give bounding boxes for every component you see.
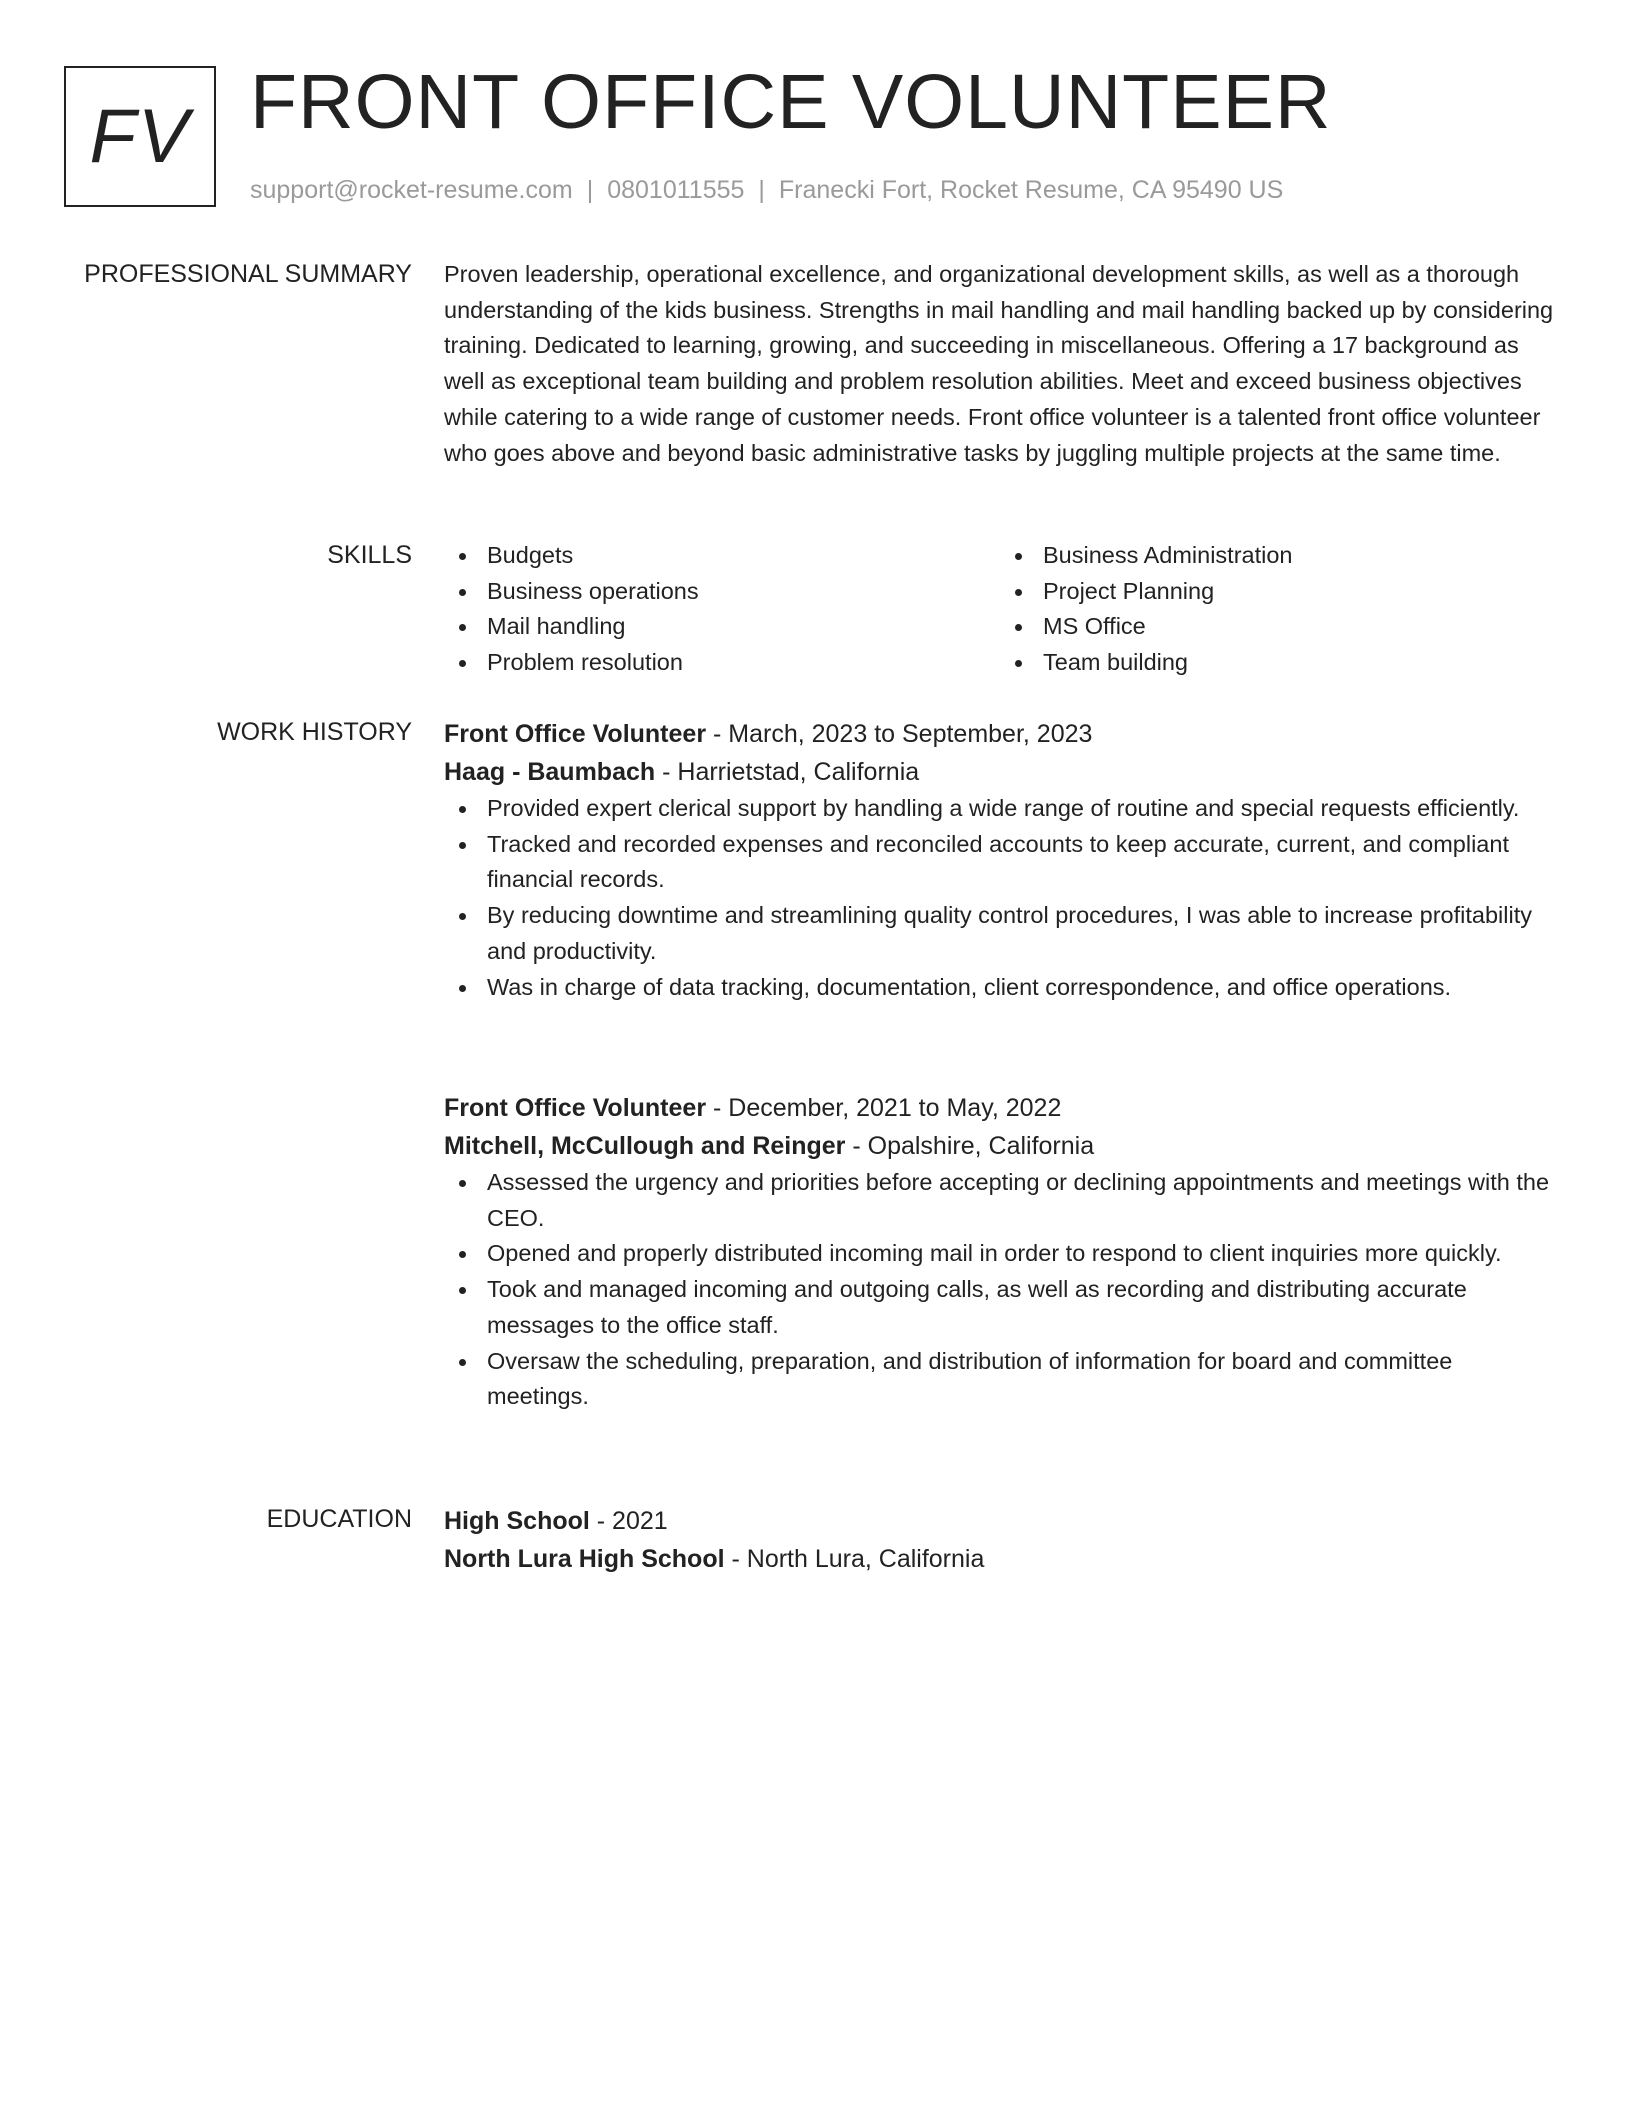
job-location: - Opalshire, California	[845, 1132, 1095, 1160]
work-history-body-2	[444, 1089, 1556, 1415]
summary-text: Proven leadership, operational excellence, and organizational development skills, as well as a thorough understanding of the kids business. Strengths in mail handling and mail handling backed up by considering training. Dedicated to learning, growing, and succeeding in miscellaneous. Offering a 17 background as well as exceptional team building and problem resolution abilities. Meet and exceed business objectives while catering to a wide range of customer needs. Front office volunteer is a talented front office volunteer who goes above and beyond basic administrative tasks by juggling multiple projects at the same time.	[444, 261, 1554, 466]
job-dates: - December, 2021 to May, 2022	[706, 1094, 1062, 1122]
job-bullet: Provided expert clerical support by handling a wide range of routine and special requests efficiently.	[444, 791, 1556, 827]
job-entry	[444, 715, 1556, 1005]
summary-heading: PROFESSIONAL SUMMARY	[84, 260, 412, 288]
skill-item: Problem resolution	[487, 645, 1000, 681]
job-company: Mitchell, McCullough and Reinger	[444, 1132, 846, 1160]
education-location: - North Lura, California	[724, 1545, 985, 1573]
job-company-line	[444, 1127, 1556, 1165]
job-bullet: By reducing downtime and streamlining quality control procedures, I was able to increase profitability and productivity.	[444, 898, 1556, 969]
skill-item: Business Administration	[1043, 538, 1556, 574]
education-body	[444, 1502, 1556, 1578]
skill-item: Project Planning	[1043, 574, 1556, 610]
summary-body	[444, 257, 1556, 471]
job-bullet: Assessed the urgency and priorities before accepting or declining appointments and meetings with the CEO.	[444, 1165, 1556, 1236]
contact-email: support@rocket-resume.com	[250, 176, 573, 204]
skill-item: Business operations	[487, 574, 1000, 610]
education-degree: High School	[444, 1507, 590, 1535]
job-location: - Harrietstad, California	[655, 758, 920, 786]
skill-item: Team building	[1043, 645, 1556, 681]
job-company: Haag - Baumbach	[444, 758, 656, 786]
work-history-heading: WORK HISTORY	[217, 718, 412, 746]
education-year: - 2021	[589, 1507, 668, 1535]
job-bullet: Took and managed incoming and outgoing calls, as well as recording and distributing accurate messages to the office staff.	[444, 1272, 1556, 1343]
monogram-initials: FV	[64, 66, 216, 207]
skill-item: MS Office	[1043, 609, 1556, 645]
skill-item: Mail handling	[487, 609, 1000, 645]
job-company-line	[444, 753, 1556, 791]
contact-address: Franecki Fort, Rocket Resume, CA 95490 US	[778, 176, 1284, 204]
skill-item: Budgets	[487, 538, 1000, 574]
job-bullet: Oversaw the scheduling, preparation, and distribution of information for board and committee meetings.	[444, 1344, 1556, 1415]
job-bullet: Tracked and recorded expenses and reconciled accounts to keep accurate, current, and compliant financial records.	[444, 827, 1556, 898]
job-title-line	[444, 715, 1556, 753]
skills-grid	[444, 538, 1556, 681]
contact-phone: 0801011555	[607, 176, 745, 204]
job-bullets	[444, 1165, 1556, 1415]
job-bullets	[444, 791, 1556, 1005]
skills-list-right	[1000, 538, 1556, 681]
job-title: Front Office Volunteer	[444, 1094, 707, 1122]
education-school-line	[444, 1540, 1556, 1578]
work-history-body	[444, 715, 1556, 1005]
job-bullet: Opened and properly distributed incoming mail in order to respond to client inquiries more quickly.	[444, 1236, 1556, 1272]
education-heading: EDUCATION	[266, 1505, 412, 1533]
education-school: North Lura High School	[444, 1545, 725, 1573]
job-title-line	[444, 1089, 1556, 1127]
contact-line	[250, 173, 1283, 207]
education-degree-line	[444, 1502, 1556, 1540]
skills-list-left	[444, 538, 1000, 681]
resume-name-title: FRONT OFFICE VOLUNTEER	[250, 59, 1332, 145]
contact-separator: |	[586, 176, 594, 204]
job-bullet: Was in charge of data tracking, documentation, client correspondence, and office operations.	[444, 970, 1556, 1006]
skills-heading: SKILLS	[327, 541, 412, 569]
job-entry	[444, 1089, 1556, 1415]
job-title: Front Office Volunteer	[444, 720, 707, 748]
contact-separator: |	[758, 176, 765, 204]
job-dates: - March, 2023 to September, 2023	[706, 720, 1093, 748]
skills-body	[444, 538, 1556, 681]
